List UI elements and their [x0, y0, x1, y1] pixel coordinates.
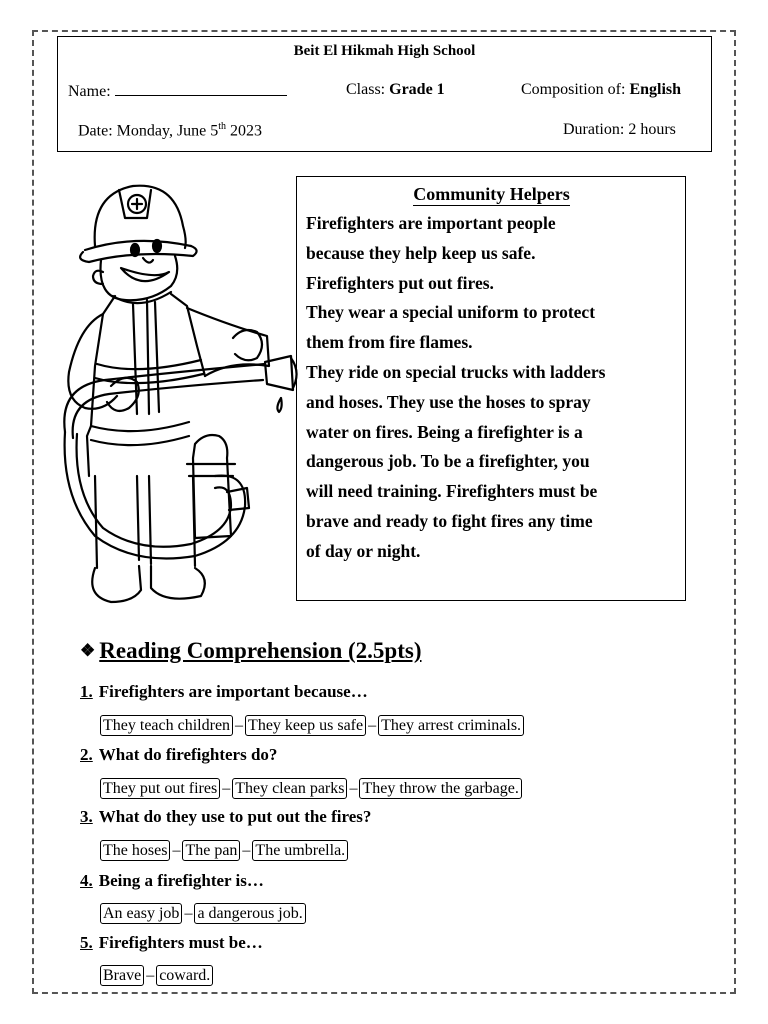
choice-option[interactable]: a dangerous job.	[194, 903, 305, 924]
choice-option[interactable]: Brave	[100, 965, 144, 986]
question-number: 2.	[80, 745, 93, 764]
story-line: Firefighters are important people	[306, 213, 556, 233]
firefighter-illustration	[55, 176, 300, 606]
choice-option[interactable]: The pan	[182, 840, 240, 861]
choice-option[interactable]: They throw the garbage.	[359, 778, 521, 799]
choice-option[interactable]: The hoses	[100, 840, 170, 861]
story-line: They ride on special trucks with ladders	[306, 361, 606, 382]
question-number: 3.	[80, 807, 93, 826]
choice-separator: –	[146, 966, 155, 984]
date-year: 2023	[230, 122, 263, 140]
school-name: Beit El Hikmah High School	[293, 43, 476, 59]
choice-separator: –	[222, 779, 231, 797]
choice-separator: –	[235, 716, 244, 734]
question-text: Firefighters are important because…	[98, 682, 368, 701]
choice-option[interactable]: They keep us safe	[245, 715, 366, 736]
story-title: Community Helpers	[413, 184, 570, 204]
name-blank	[115, 81, 287, 96]
date-field	[78, 121, 262, 140]
choice-separator: –	[172, 841, 181, 859]
choice-option[interactable]: The umbrella.	[252, 840, 348, 861]
choice-separator: –	[242, 841, 251, 859]
composition-value: English	[629, 81, 682, 98]
story-line: dangerous job. To be a firefighter, you	[306, 451, 590, 472]
story-line: will need training. Firefighters must be	[306, 481, 598, 502]
question-number: 5.	[80, 933, 93, 952]
story-line: water on fires. Being a firefighter is a	[306, 421, 583, 442]
choices-3	[100, 840, 348, 861]
duration-field: Duration: 2 hours	[563, 121, 676, 138]
choice-option[interactable]: An easy job	[100, 903, 182, 924]
class-label: Class:	[346, 81, 386, 98]
question-number: 1.	[80, 682, 93, 701]
choice-option[interactable]: coward.	[156, 965, 213, 986]
story-box	[296, 176, 686, 601]
composition-field	[521, 81, 681, 99]
choices-1	[100, 715, 524, 736]
question-text: Firefighters must be…	[98, 933, 263, 952]
story-line: of day or night.	[306, 540, 421, 561]
choice-separator: –	[368, 716, 377, 734]
date-label: Date: Monday, June 5	[78, 122, 219, 140]
question-text: What do they use to put out the fires?	[98, 807, 372, 826]
choices-5	[100, 965, 213, 986]
story-line: They wear a special uniform to protect	[306, 302, 596, 323]
name-label: Name:	[68, 83, 111, 100]
section-title-text: Reading Comprehension (2.5pts)	[99, 638, 422, 663]
choice-option[interactable]: They arrest criminals.	[378, 715, 524, 736]
choice-option[interactable]: They teach children	[100, 715, 233, 736]
date-sup: th	[218, 121, 227, 132]
choice-option[interactable]: They put out fires	[100, 778, 220, 799]
question-text: What do firefighters do?	[98, 745, 278, 764]
story-line: and hoses. They use the hoses to spray	[306, 391, 591, 412]
question-text: Being a firefighter is…	[98, 871, 264, 890]
story-text	[306, 209, 677, 567]
class-field	[346, 81, 445, 99]
story-line: because they help keep us safe.	[306, 242, 536, 263]
story-line: Firefighters put out fires.	[306, 272, 494, 293]
question-4	[80, 871, 264, 891]
name-field	[68, 81, 287, 101]
story-line: them from fire flames.	[306, 332, 473, 353]
question-3	[80, 807, 371, 827]
question-number: 4.	[80, 871, 93, 890]
question-1	[80, 682, 368, 702]
choices-4	[100, 903, 306, 924]
choice-separator: –	[184, 904, 193, 922]
choice-separator: –	[349, 779, 358, 797]
question-5	[80, 933, 263, 953]
class-value: Grade 1	[389, 81, 445, 98]
story-line: brave and ready to fight fires any time	[306, 510, 593, 531]
choices-2	[100, 778, 522, 799]
question-2	[80, 745, 277, 765]
composition-label: Composition of:	[521, 81, 626, 98]
section-title	[80, 638, 422, 664]
header-box	[57, 36, 712, 152]
diamond-bullet-icon: ❖	[80, 641, 96, 660]
choice-option[interactable]: They clean parks	[232, 778, 347, 799]
